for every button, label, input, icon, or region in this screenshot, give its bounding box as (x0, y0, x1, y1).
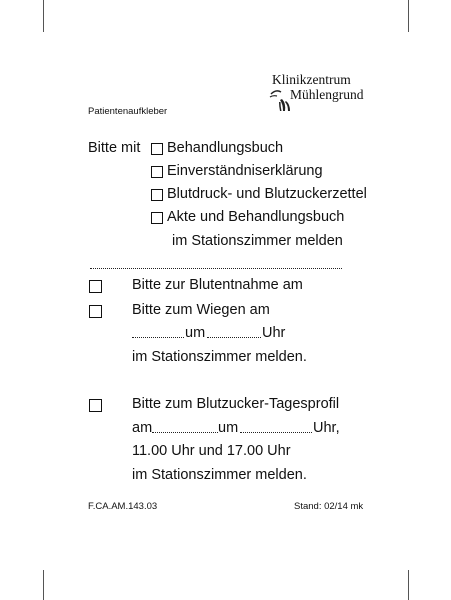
checkbox-wiegen[interactable] (89, 305, 102, 318)
form-code: F.CA.AM.143.03 (88, 501, 158, 512)
crop-mark-top-right (408, 0, 409, 32)
checkbox-akte-behandlungsbuch[interactable] (151, 212, 163, 224)
glucose-date-dotted-line[interactable] (152, 432, 218, 433)
option-behandlungsbuch: Behandlungsbuch (167, 140, 284, 156)
checkbox-blutdruck-blutzuckerzettel[interactable] (151, 189, 163, 201)
crop-mark-top-left (43, 0, 44, 32)
weigh-date-dotted-line[interactable] (132, 337, 184, 338)
section1-lead: Bitte mit (88, 140, 141, 156)
glucose-profile-label: Bitte zum Blutzucker-Tagesprofil (132, 396, 340, 412)
logo-text-line1: Klinikzentrum (272, 72, 351, 87)
crop-mark-bottom-left (43, 570, 44, 600)
weigh-time-dotted-line[interactable] (207, 337, 261, 338)
checkbox-blutentnahme[interactable] (89, 280, 102, 293)
section1-closing: im Stationszimmer melden (172, 233, 343, 249)
checkbox-blutzucker-tagesprofil[interactable] (89, 399, 102, 412)
section3-closing: im Stationszimmer melden. (132, 467, 307, 483)
glucose-am-label: am (132, 420, 153, 436)
option-einverstaendniserklaerung: Einverständniserklärung (167, 163, 323, 179)
glucose-time-dotted-line[interactable] (240, 432, 312, 433)
option-akte-behandlungsbuch: Akte und Behandlungsbuch (167, 209, 345, 225)
checkbox-behandlungsbuch[interactable] (151, 143, 163, 155)
glucose-uhr-label: Uhr, (313, 420, 340, 436)
option-blutdruck-blutzuckerzettel: Blutdruck- und Blutzuckerzettel (167, 186, 367, 202)
crop-mark-bottom-right (408, 570, 409, 600)
dotted-separator (90, 268, 342, 269)
weigh-um-label: um (185, 325, 206, 341)
mill-logo-icon (268, 86, 296, 118)
weigh-label: Bitte zum Wiegen am (132, 302, 270, 318)
section2-closing: im Stationszimmer melden. (132, 349, 307, 365)
glucose-um-label: um (218, 420, 239, 436)
checkbox-einverstaendniserklaerung[interactable] (151, 166, 163, 178)
weigh-uhr-label: Uhr (262, 325, 286, 341)
glucose-times: 11.00 Uhr und 17.00 Uhr (132, 443, 291, 459)
logo-text-line2: Mühlengrund (290, 87, 364, 102)
blood-draw-label: Bitte zur Blutentnahme am (132, 277, 303, 293)
patient-sticker-label: Patientenaufkleber (88, 106, 168, 117)
stand-date: Stand: 02/14 mk (294, 501, 364, 512)
